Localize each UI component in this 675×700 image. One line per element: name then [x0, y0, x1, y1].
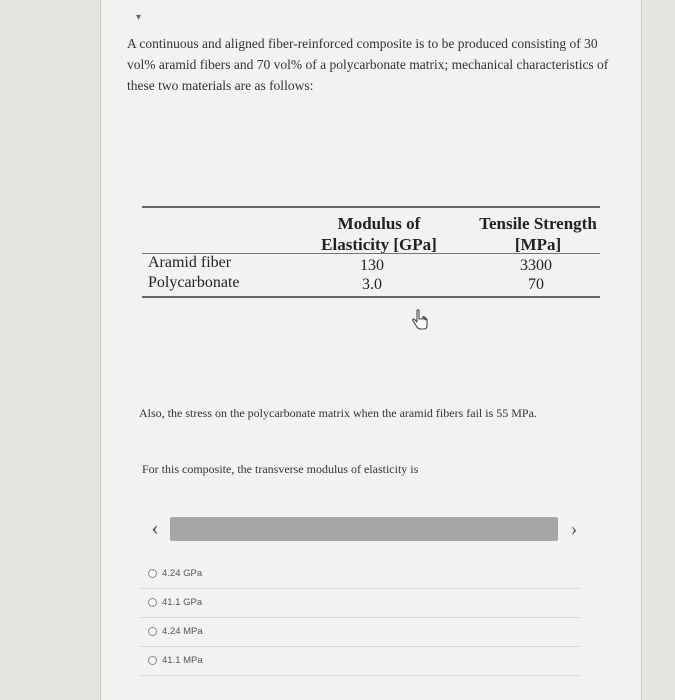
hand-cursor-icon	[410, 308, 432, 332]
question-prompt: For this composite, the transverse modulus of elasticity is	[142, 462, 419, 476]
header-tensile-strength: Tensile Strength [MPa]	[479, 214, 597, 254]
cell-polycarbonate-modulus: 3.0	[362, 276, 382, 293]
cell-polycarbonate-strength: 70	[528, 276, 544, 293]
radio-button[interactable]	[148, 569, 157, 578]
answer-option[interactable]	[140, 560, 580, 589]
horizontal-scrollbar[interactable]	[140, 514, 588, 544]
stress-note: Also, the stress on the polycarbonate matrix when the aramid fibers fail is 55 MPa.	[139, 406, 537, 420]
cell-aramid-modulus: 130	[360, 257, 384, 274]
scrollbar-track[interactable]	[170, 517, 558, 541]
radio-button[interactable]	[148, 656, 157, 665]
row-label-aramid: Aramid fiber	[148, 254, 232, 271]
radio-button[interactable]	[148, 627, 157, 636]
materials-table	[142, 206, 602, 301]
answer-options	[140, 560, 580, 676]
answer-label: 41.1 GPa	[162, 597, 203, 608]
question-intro: A continuous and aligned fiber-reinforced composite is to be produced consisting of 30 vol% aramid fibers and 70 vol% of a polycarbonate matrix; mechanical characteristics of these two materials are as follows:	[127, 36, 609, 93]
answer-label: 41.1 MPa	[162, 655, 203, 666]
flag-icon[interactable]: ▾	[136, 12, 142, 23]
row-label-polycarbonate: Polycarbonate	[148, 274, 240, 291]
cell-aramid-strength: 3300	[520, 257, 552, 274]
answer-option[interactable]	[140, 589, 580, 618]
chevron-right-icon[interactable]: ›	[570, 518, 578, 540]
header-modulus: Modulus of Elasticity [GPa]	[321, 214, 437, 254]
answer-option[interactable]	[140, 647, 580, 676]
chevron-left-icon[interactable]: ‹	[151, 515, 159, 540]
answer-label: 4.24 MPa	[162, 626, 203, 637]
answer-option[interactable]	[140, 618, 580, 647]
radio-button[interactable]	[148, 598, 157, 607]
answer-label: 4.24 GPa	[162, 568, 203, 579]
table-top-rule	[142, 206, 600, 208]
table-bottom-rule	[142, 296, 600, 298]
